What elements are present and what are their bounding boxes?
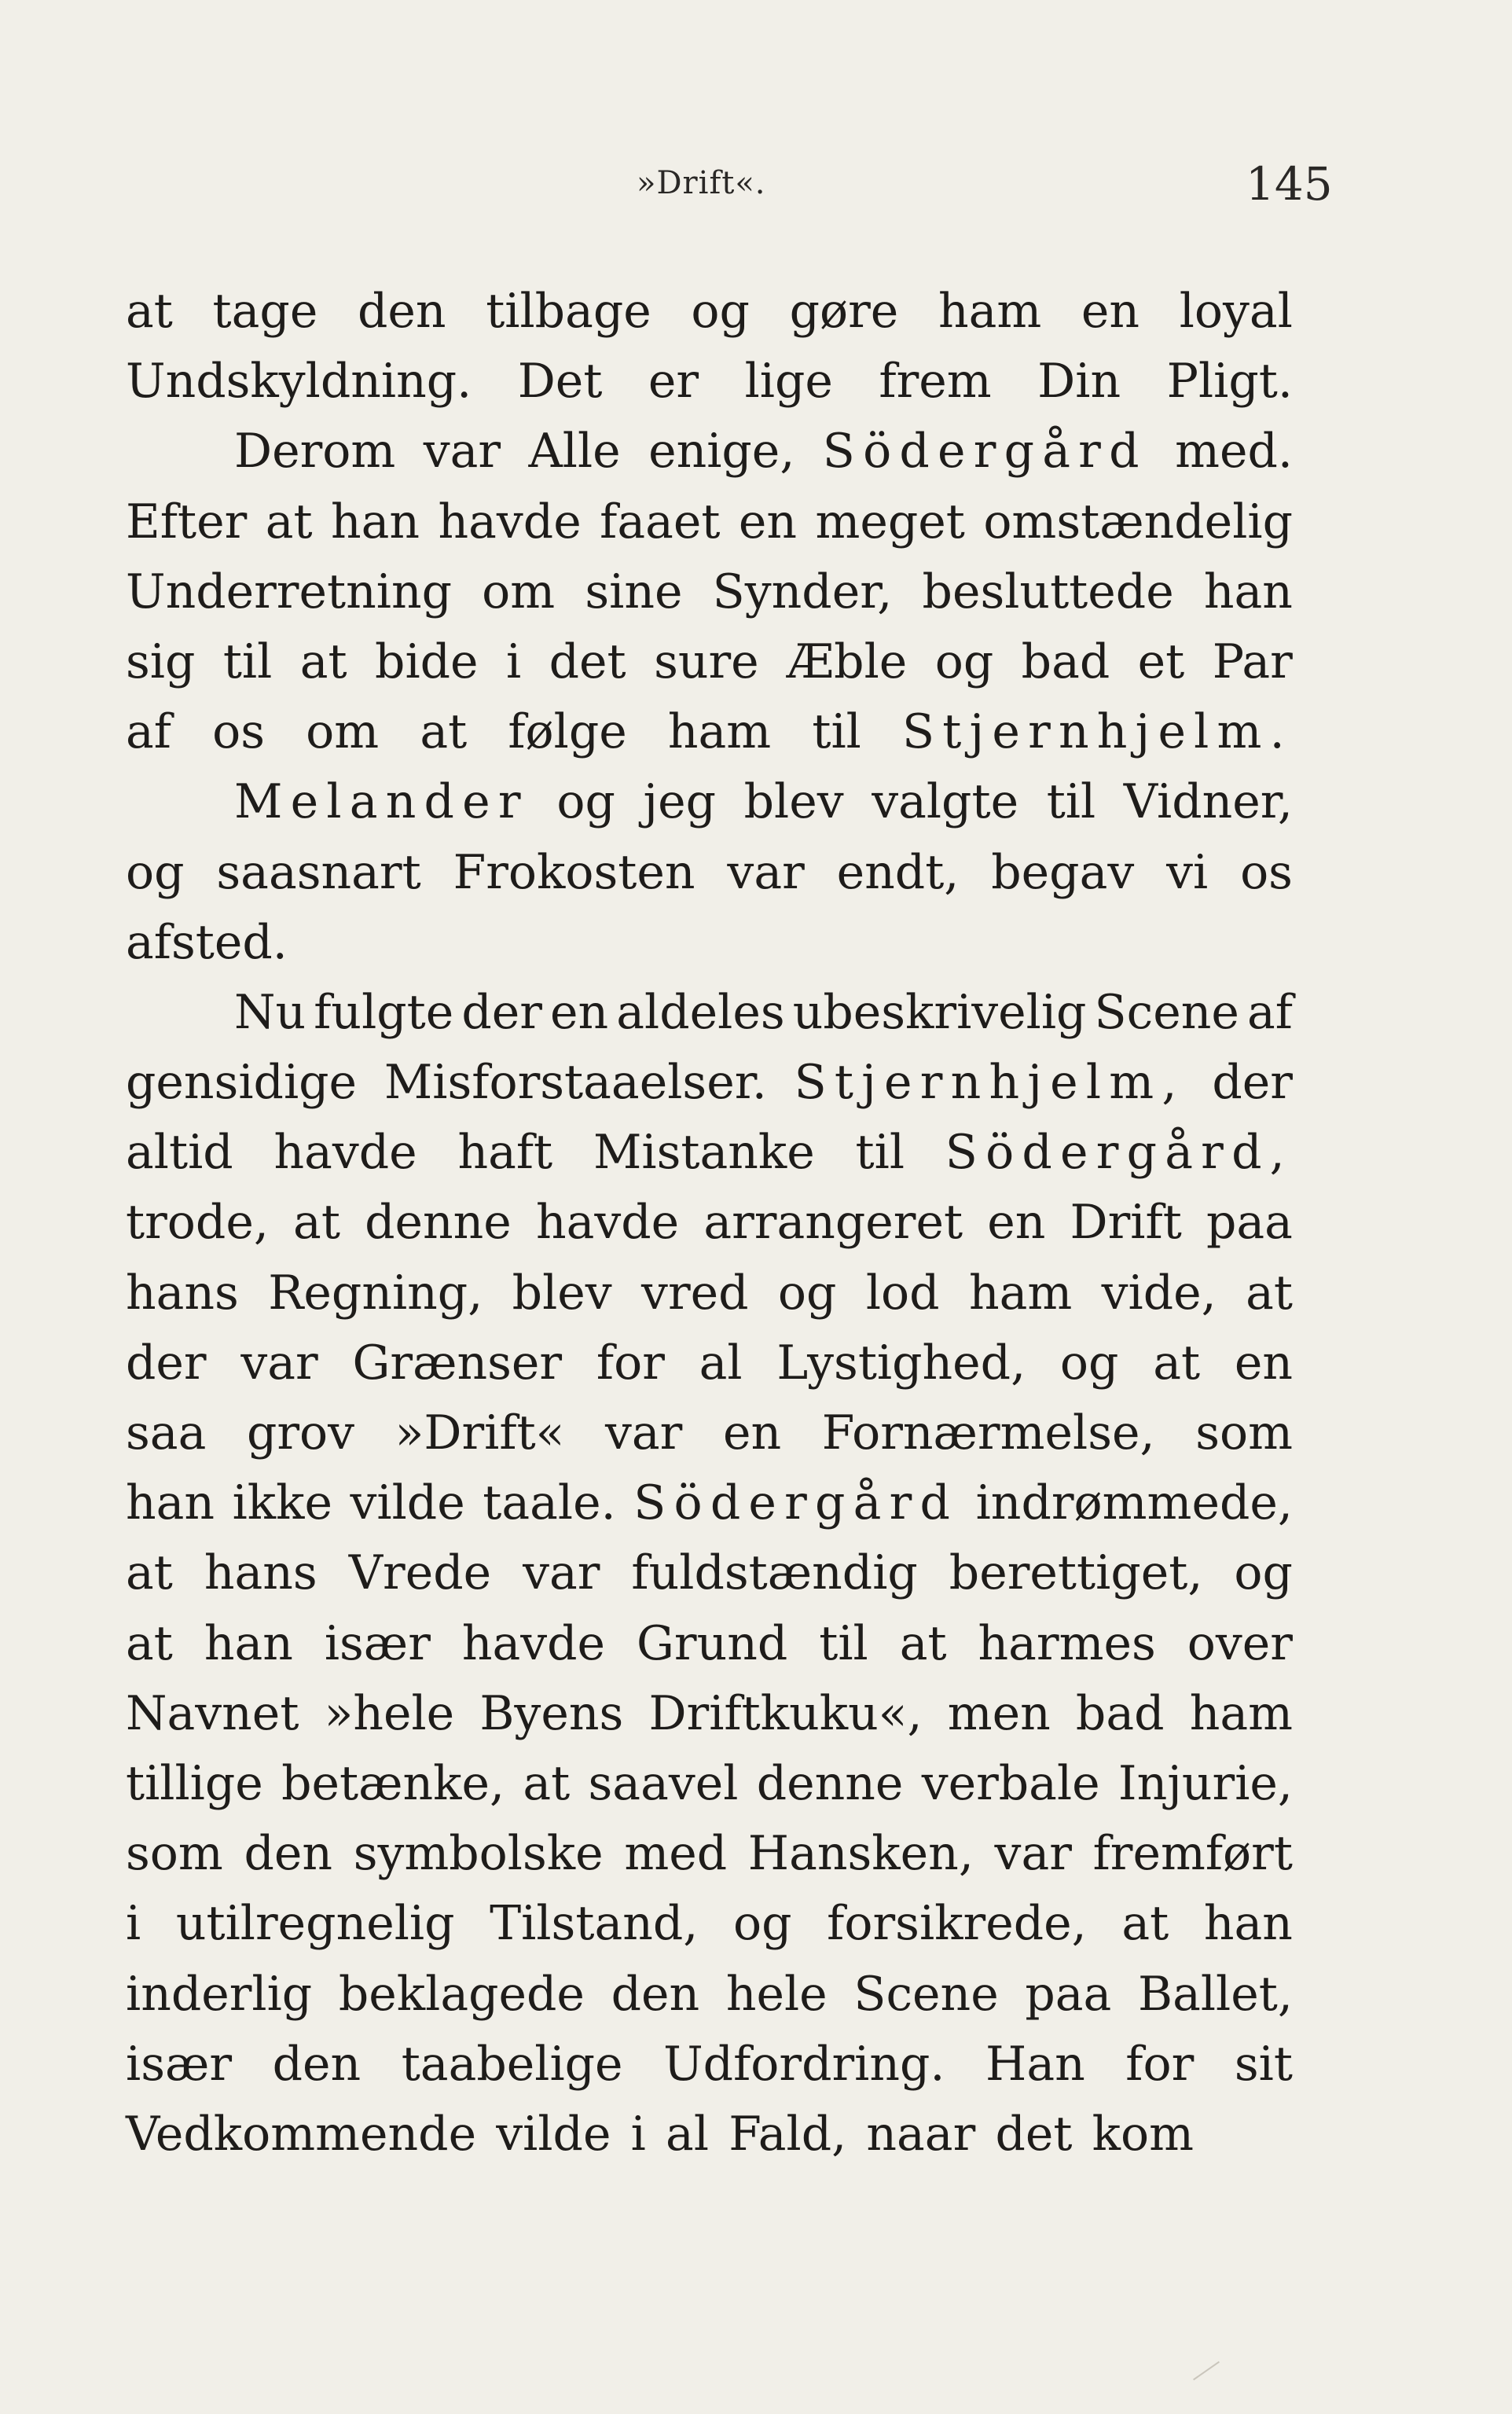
text-line: at han især havde Grund til at harmes over [126, 1615, 1293, 1671]
text-line: at hans Vrede var fuldstændig berettiget, og [126, 1545, 1293, 1601]
text-line: afsted. [126, 914, 288, 970]
text-line: og saasnart Frokosten var endt, begav vi os [126, 844, 1293, 900]
running-title: »Drift«. [637, 165, 766, 201]
text-line: at tage den tilbage og gøre ham en loyal [126, 284, 1293, 339]
text-line: Undskyldning. Det er lige frem Din Pligt. [126, 354, 1293, 410]
text-line: inderlig beklagede den hele Scene paa Ballet, [126, 1966, 1293, 2022]
text-line: altid havde haft Mistanke til Södergård, [126, 1125, 1293, 1181]
text-line: som den symbolske med Hansken, var fremført [126, 1826, 1293, 1882]
text-line: Melander og jeg blev valgte til Vidner, [234, 774, 1293, 830]
text-line: Nu fulgte der en aldeles ubeskrivelig Scene af [234, 984, 1293, 1040]
text-line: gensidige Misforstaaelser. Stjernhjelm, der [126, 1055, 1293, 1111]
text-line: især den taabelige Udfordring. Han for sit [126, 2036, 1293, 2092]
paper-mark [1193, 2361, 1220, 2381]
running-head [0, 157, 1512, 220]
text-line: saa grov »Drift« var en Fornærmelse, som [126, 1405, 1293, 1461]
text-line: Vedkommende vilde i al Fald, naar det kom [126, 2106, 1195, 2162]
text-line: Derom var Alle enige, Södergård med. [234, 424, 1293, 479]
text-line: han ikke vilde taale. Södergård indrømmede, [126, 1475, 1293, 1531]
text-line: Efter at han havde faaet en meget omstændelig [126, 494, 1293, 549]
text-line: Underretning om sine Synder, besluttede han [126, 564, 1293, 619]
text-line: Navnet »hele Byens Driftkuku«, men bad ham [126, 1685, 1293, 1741]
text-line: hans Regning, blev vred og lod ham vide, at [126, 1265, 1293, 1321]
text-line: der var Grænser for al Lystighed, og at en [126, 1335, 1293, 1391]
text-line: sig til at bide i det sure Æble og bad et Par [126, 634, 1293, 689]
text-line: af os om at følge ham til Stjernhjelm. [126, 704, 1293, 760]
page-number: 145 [1246, 157, 1333, 211]
body-text [126, 277, 1293, 2170]
text-line: tillige betænke, at saavel denne verbale Injurie, [126, 1755, 1293, 1811]
text-line: i utilregnelig Tilstand, og forsikrede, at han [126, 1896, 1293, 1952]
text-line: trode, at denne havde arrangeret en Drift paa [126, 1195, 1293, 1251]
